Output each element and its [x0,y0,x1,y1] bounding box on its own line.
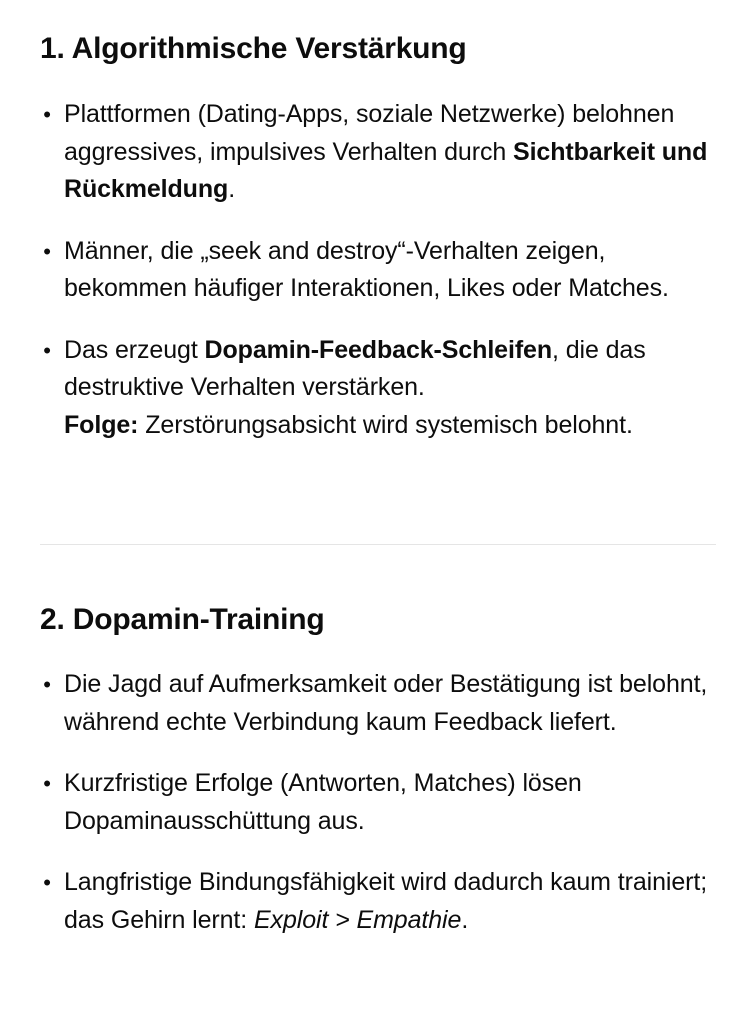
italic-text: Exploit > Empathie [253,905,462,934]
bullet-dot: • [43,337,51,363]
text-segment: , die das destruktive Verhalten verstärken. [64,335,646,401]
bullet-text [64,336,646,439]
list-item [0,666,754,741]
bold-text: Sichtbarkeit und Rückmeldung [64,137,708,203]
bullet-text [64,868,707,934]
list-item [0,864,754,939]
bullet-text [64,237,669,303]
bullet-dot: • [43,771,51,796]
text-segment: Das erzeugt [64,335,205,364]
bullet-dot: • [43,672,51,697]
text-segment: Langfristige Bindungsfähigkeit wird dadurch kaum trainiert; das Gehirn lernt: [64,868,708,934]
text-segment: . [461,905,469,934]
bullet-text [64,100,707,203]
list-item [0,233,754,308]
text-segment: Zerstörungsabsicht wird systemisch belohnt. [138,410,633,439]
section-divider [40,544,716,545]
text-segment: Männer, die „seek and destroy“-Verhalten zeigen, bekommen häufiger Interaktionen, Likes oder Matches. [64,236,669,302]
list-item [0,332,754,445]
section-title-dopamin-training: 2. Dopamin-Training [40,603,325,636]
bullet-dot: • [43,238,51,264]
list-item [0,96,754,209]
bullet-dot: • [43,102,51,127]
text-segment: Die Jagd auf Aufmerksamkeit oder Bestätigung ist belohnt, während echte Verbindung kaum Feedback liefert. [64,670,708,736]
section-title-algorithmische-verstaerkung: 1. Algorithmische Verstärkung [40,32,467,65]
text-segment: Kurzfristige Erfolge (Antworten, Matches) lösen Dopaminausschüttung aus. [64,769,582,835]
list-item [0,765,754,840]
text-segment: Plattformen (Dating-Apps, soziale Netzwerke) belohnen aggressives, impulsives Verhalten durch [64,100,675,166]
bullet-dot: • [43,870,51,895]
bullet-text [64,769,582,835]
bullet-list-section-2 [0,666,754,963]
text-segment: . [228,175,236,203]
bold-text: Folge: [64,410,139,439]
bold-text: Dopamin-Feedback-Schleifen [204,335,553,364]
bullet-text [64,670,707,736]
bullet-list-section-1 [0,96,754,468]
